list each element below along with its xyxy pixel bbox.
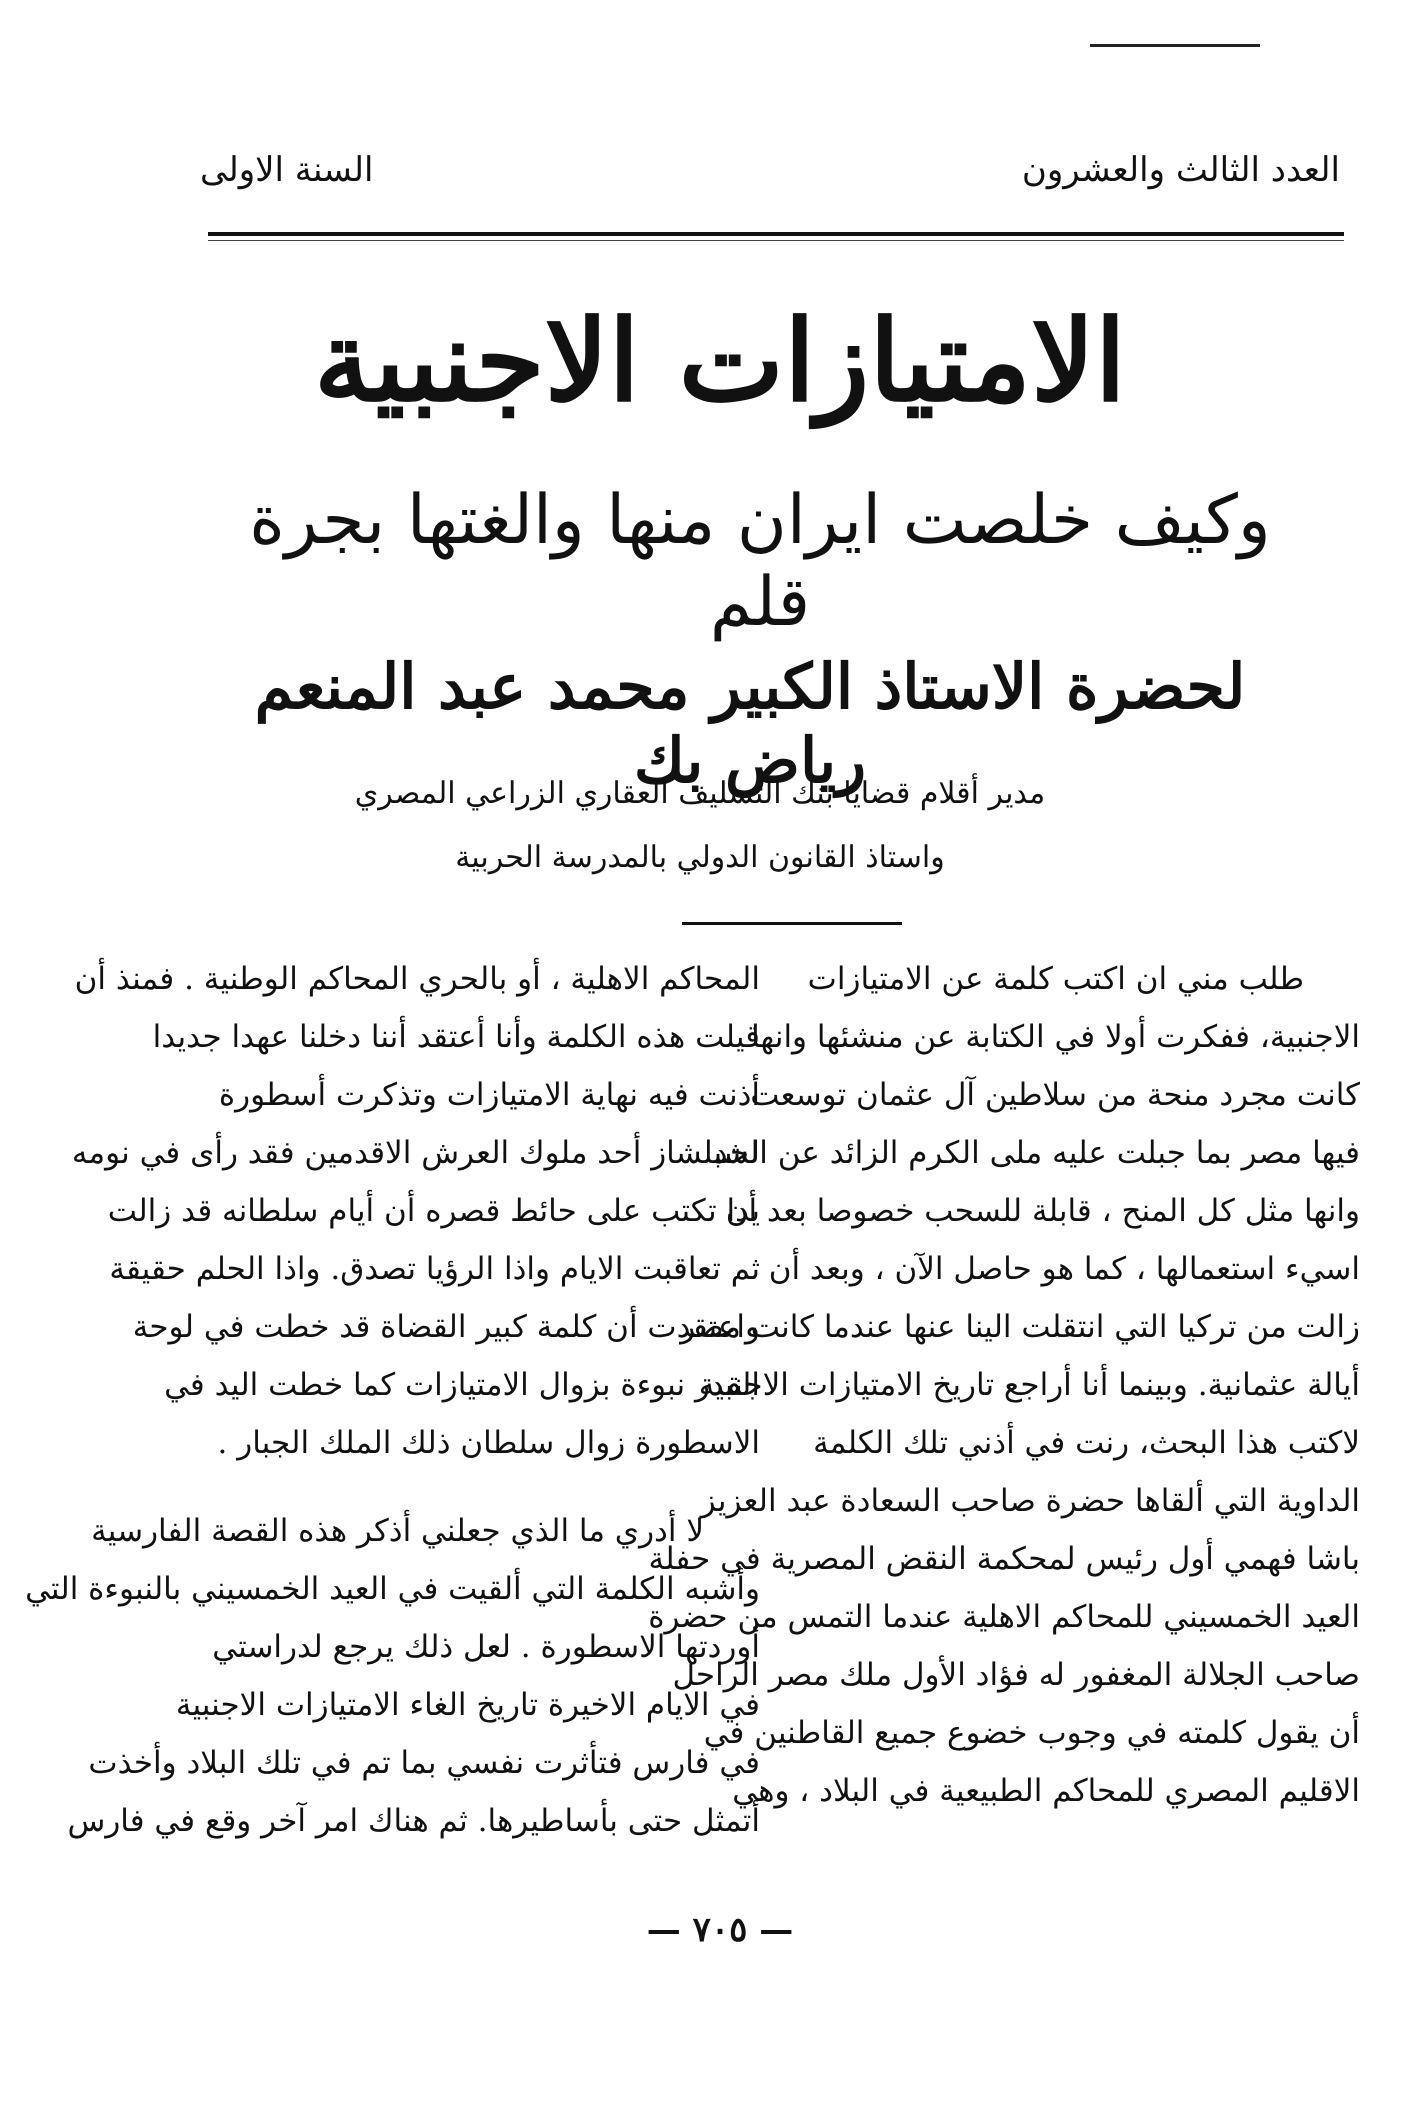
text-column-left <box>25 950 760 1850</box>
text-line: باشا فهمي أول رئيس لمحكمة النقض المصرية في حفلة <box>648 1541 1360 1577</box>
author-role-line-1: مدير أقلام قضايا بنك التسليف العقاري الزراعي المصري <box>354 776 1046 811</box>
text-line: المحاكم الاهلية ، أو بالحري المحاكم الوطنية . فمنذ أن <box>74 961 760 997</box>
text-line: صاحب الجلالة المغفور له فؤاد الأول ملك مصر الراحل <box>672 1657 1360 1693</box>
paragraph-gap <box>200 1472 760 1502</box>
text-line: الاقليم المصري للمحاكم الطبيعية في البلاد ، وهي <box>732 1773 1360 1809</box>
article-author: لحضرة الاستاذ الكبير محمد عبد المنعم رياض بك <box>254 650 1246 798</box>
text-line: فيها مصر بما جبلت عليه ملى الكرم الزائد عن الحد <box>713 1135 1360 1171</box>
text-line: لا أدري ما الذي جعلني أذكر هذه القصة الفارسية <box>91 1513 704 1549</box>
volume-year: السنة الاولى <box>200 150 374 190</box>
text-line: أتمثل حتى بأساطيرها. ثم هناك امر آخر وقع في فارس <box>67 1803 760 1839</box>
text-line: ثم تعاقبت الايام واذا الرؤيا تصدق. واذا الحلم حقيقة <box>109 1251 760 1287</box>
text-line: الداوية التي ألقاها حضرة صاحب السعادة عبد العزيز <box>700 1483 1360 1519</box>
article-title: الامتيازات الاجنبية <box>314 296 1126 427</box>
author-role-line-2: واستاذ القانون الدولي بالمدرسة الحربية <box>455 840 945 875</box>
page-number: — ٧٠٥ — <box>646 1910 794 1950</box>
text-line: زالت من تركيا التي انتقلت الينا عنها عندما كانت مصر <box>680 1309 1360 1345</box>
page-header <box>200 150 1340 210</box>
text-line: وانها مثل كل المنح ، قابلة للسحب خصوصا بعد أن <box>725 1193 1360 1229</box>
text-line: اسيء استعمالها ، كما هو حاصل الآن ، وبعد أن <box>768 1251 1360 1287</box>
text-line: أذنت فيه نهاية الامتيازات وتذكرت أسطورة <box>218 1077 760 1113</box>
text-line: في الايام الاخيرة تاريخ الغاء الامتيازات الاجنبية <box>175 1687 760 1723</box>
text-column-right <box>648 950 1360 1820</box>
text-line: لشبلشاز أحد ملوك العرش الاقدمين فقد رأى في نومه <box>71 1135 760 1171</box>
text-line: الاسطورة زوال سلطان ذلك الملك الجبار . <box>217 1425 760 1461</box>
text-line: الاجنبية، ففكرت أولا في الكتابة عن منشئها وانها <box>751 1019 1360 1055</box>
section-divider <box>682 922 902 925</box>
text-line: القدر نبوءة بزوال الامتيازات كما خطت اليد في <box>164 1367 760 1403</box>
text-line: العيد الخمسيني للمحاكم الاهلية عندما التمس من حضرة <box>648 1599 1360 1635</box>
text-line: كانت مجرد منحة من سلاطين آل عثمان توسعت <box>750 1077 1360 1113</box>
text-line: قيلت هذه الكلمة وأنا أعتقد أننا دخلنا عهدا جديدا <box>152 1019 760 1055</box>
top-rule-mark <box>1090 44 1260 47</box>
issue-number: العدد الثالث والعشرون <box>1021 150 1340 190</box>
text-line: واعتقدت أن كلمة كبير القضاة قد خطت في لوحة <box>132 1309 760 1345</box>
text-line: أيالة عثمانية. وبينما أنا أراجع تاريخ الامتيازات الاجنبية <box>698 1367 1360 1403</box>
text-line: وأشبه الكلمة التي ألقيت في العيد الخمسيني بالنبوءة التي <box>25 1571 760 1607</box>
article-subtitle: وكيف خلصت ايران منها والغتها بجرة قلم <box>249 481 1271 642</box>
text-line: يدا تكتب على حائط قصره أن أيام سلطانه قد زالت <box>107 1193 760 1229</box>
text-line: لاكتب هذا البحث، رنت في أذني تلك الكلمة <box>813 1425 1360 1461</box>
text-line: أوردتها الاسطورة . لعل ذلك يرجع لدراستي <box>212 1629 760 1665</box>
text-line: أن يقول كلمته في وجوب خضوع جميع القاطنين في <box>703 1715 1360 1751</box>
header-rule-thin <box>208 240 1344 241</box>
header-rule <box>208 232 1344 236</box>
text-line: طلب مني ان اكتب كلمة عن الامتيازات <box>807 961 1304 997</box>
text-line: في فارس فتأثرت نفسي بما تم في تلك البلاد وأخذت <box>88 1745 760 1781</box>
